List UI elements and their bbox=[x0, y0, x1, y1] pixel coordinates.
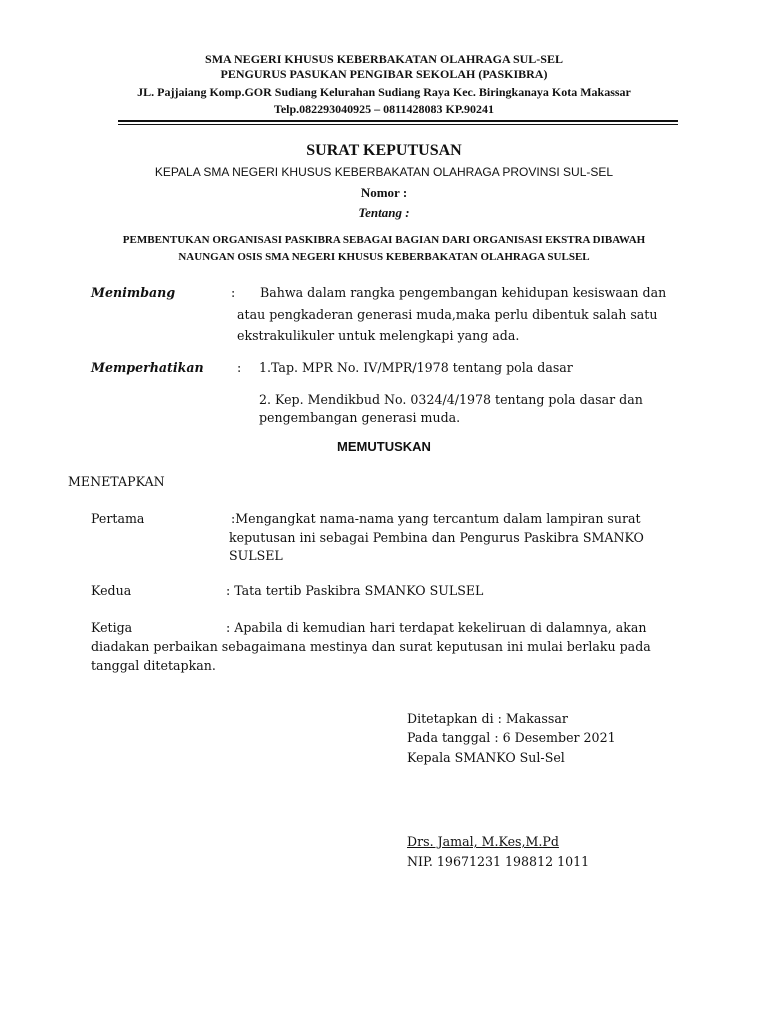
document-title: SURAT KEPUTUSAN bbox=[306, 142, 462, 159]
signatory-nip: NIP. 19671231 198812 1011 bbox=[407, 854, 590, 869]
menimbang-line-2: atau pengkaderan generasi muda,maka perlu dibentuk salah satu bbox=[237, 307, 658, 322]
memperhatikan-item-2-line-2: pengembangan generasi muda. bbox=[259, 410, 461, 425]
memperhatikan-item-2-line-1: 2. Kep. Mendikbud No. 0324/4/1978 tentang pola dasar dan bbox=[259, 392, 643, 407]
kedua-text: : Tata tertib Paskibra SMANKO SULSEL bbox=[226, 583, 484, 598]
ketiga-line-3: tanggal ditetapkan. bbox=[91, 658, 216, 673]
pertama-line-2: keputusan ini sebagai Pembina dan Pengurus Paskibra SMANKO bbox=[229, 530, 644, 545]
memutuskan-heading: MEMUTUSKAN bbox=[337, 439, 431, 454]
menetapkan-heading: MENETAPKAN bbox=[68, 474, 165, 489]
pertama-line-1: :Mengangkat nama-nama yang tercantum dalam lampiran surat bbox=[231, 511, 641, 526]
ketiga-label: Ketiga bbox=[91, 620, 133, 635]
document-issuer: KEPALA SMA NEGERI KHUSUS KEBERBAKATAN OLAHRAGA PROVINSI SUL-SEL bbox=[154, 165, 614, 179]
signature-place: Ditetapkan di : Makassar bbox=[407, 711, 568, 726]
ketiga-line-1: : Apabila di kemudian hari terdapat kekeliruan di dalamnya, akan bbox=[226, 620, 647, 635]
kedua-label: Kedua bbox=[91, 583, 132, 598]
memperhatikan-label: Memperhatikan bbox=[91, 360, 204, 375]
header-phone: Telp.082293040925 – 0811428083 KP.90241 bbox=[273, 102, 495, 116]
header-organization: PENGURUS PASUKAN PENGIBAR SEKOLAH (PASKIBRA) bbox=[220, 67, 548, 81]
menimbang-colon: : bbox=[231, 285, 236, 300]
menimbang-line-3: ekstrakulikuler untuk melengkapi yang ada. bbox=[237, 328, 520, 343]
subject-line-1: PEMBENTUKAN ORGANISASI PASKIBRA SEBAGAI BAGIAN DARI ORGANISASI EKSTRA DIBAWAH bbox=[122, 234, 646, 246]
signature-date: Pada tanggal : 6 Desember 2021 bbox=[407, 730, 616, 745]
document-number: Nomor : bbox=[360, 185, 408, 200]
menimbang-label: Menimbang bbox=[91, 285, 176, 300]
header-divider-thick bbox=[118, 120, 678, 122]
document-about: Tentang : bbox=[358, 205, 410, 220]
header-address: JL. Pajjaiang Komp.GOR Sudiang Kelurahan Sudiang Raya Kec. Biringkanaya Kota Makassar bbox=[137, 85, 631, 99]
subject-line-2: NAUNGAN OSIS SMA NEGERI KHUSUS KEBERBAKATAN OLAHRAGA SULSEL bbox=[178, 251, 590, 263]
header-divider-thin bbox=[118, 124, 678, 125]
pertama-line-3: SULSEL bbox=[229, 548, 283, 563]
signature-position: Kepala SMANKO Sul-Sel bbox=[407, 750, 565, 765]
memperhatikan-item-1: 1.Tap. MPR No. IV/MPR/1978 tentang pola dasar bbox=[259, 360, 573, 375]
header-school-name: SMA NEGERI KHUSUS KEBERBAKATAN OLAHRAGA SUL-SEL bbox=[205, 52, 563, 66]
ketiga-line-2: diadakan perbaikan sebagaimana mestinya dan surat keputusan ini mulai berlaku pada bbox=[91, 639, 651, 654]
memperhatikan-colon: : bbox=[237, 360, 242, 375]
menimbang-line-1: Bahwa dalam rangka pengembangan kehidupan kesiswaan dan bbox=[260, 285, 667, 300]
signatory-name: Drs. Jamal, M.Kes,M.Pd bbox=[407, 834, 559, 849]
pertama-label: Pertama bbox=[91, 511, 145, 526]
